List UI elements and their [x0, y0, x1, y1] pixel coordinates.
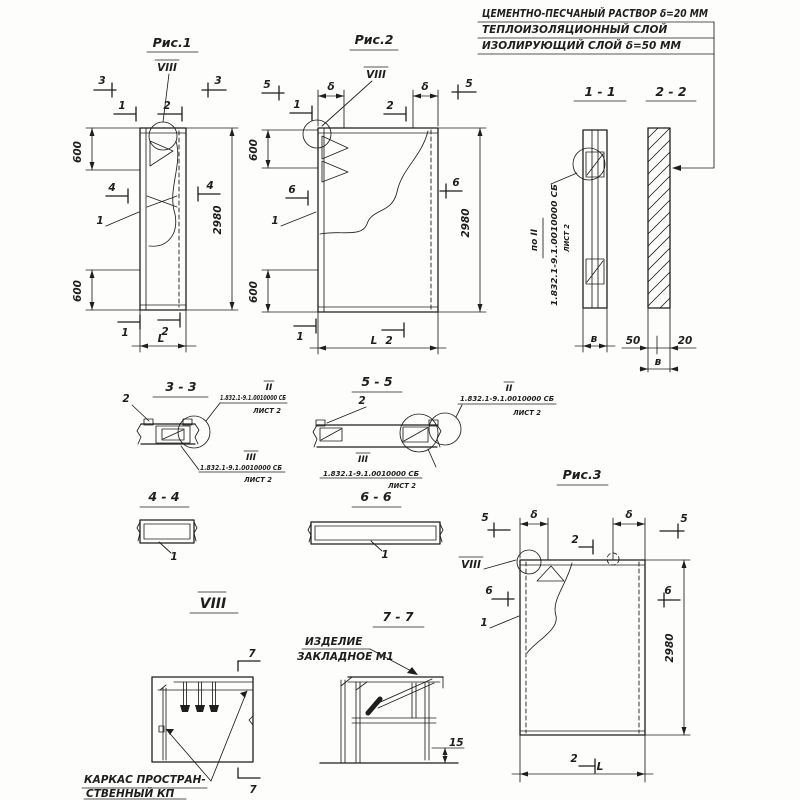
fig3-panel [520, 560, 645, 735]
fig2-mark-5-left: 5 [263, 79, 271, 91]
sec11-ref-note: по II [530, 228, 540, 252]
fig2-dim-height: 2980 [460, 208, 472, 238]
fig3-mark-2-top: 2 [571, 534, 579, 546]
sec33-pos-2: 2 [122, 393, 130, 405]
fig2-mark-5-right: 5 [465, 78, 473, 90]
sec44-pos-1: 1 [170, 551, 178, 563]
fig1-mark-3-left: 3 [98, 75, 106, 87]
fig2-mark-6-left: 6 [288, 184, 296, 196]
sec22-dim-width: в [654, 356, 662, 368]
sec11-title: 1 - 1 [584, 84, 616, 99]
fig3-dim-delta-left: δ [530, 509, 538, 521]
sec33-detail-circle [178, 416, 210, 448]
sec77-caption-line1: ИЗДЕЛИЕ [305, 636, 363, 648]
sec66-bar [311, 522, 440, 544]
sec66-pos-1: 1 [381, 549, 389, 561]
section-3-3 [122, 379, 287, 484]
det8-caption-line1: КАРКАС ПРОСТРАН- [84, 774, 206, 786]
fig2-dim-600-top: 600 [248, 139, 260, 161]
sec22-title: 2 - 2 [655, 84, 687, 99]
figure-1 [72, 35, 238, 352]
fig3-mark-6-left: 6 [485, 585, 493, 597]
fig2-dim-delta-right: δ [421, 81, 429, 93]
notes-leader-arrow [672, 165, 681, 171]
fig3-pos-1: 1 [480, 617, 488, 629]
fig2-mark-2-top: 2 [386, 100, 394, 112]
sec44-bar [140, 520, 194, 543]
sec11-dim-width: в [590, 333, 598, 345]
sec55-top-ref: II [505, 384, 513, 394]
det8-stud-head-1 [180, 705, 190, 712]
fig1-anchor-symbol [150, 141, 173, 166]
fig1-mark-3-right: 3 [214, 75, 222, 87]
fig1-mark-2-bot: 2 [161, 326, 169, 338]
note-insulation: ТЕПЛОИЗОЛЯЦИОННЫЙ СЛОЙ [482, 24, 668, 36]
fig3-detail-ref: VIII [461, 559, 481, 571]
fig3-dim-width: L [596, 761, 604, 773]
section-2-2 [622, 84, 696, 372]
fig2-break-line [320, 131, 428, 234]
sec66-title: 6 - 6 [360, 489, 392, 504]
fig2-title: Рис.2 [354, 32, 394, 47]
fig2-dim-600-bot: 600 [248, 281, 260, 303]
fig2-mark-1-bot: 1 [296, 331, 304, 343]
detail-viii [82, 592, 260, 800]
fig2-panel [318, 128, 438, 312]
fig3-anchor-symbol [537, 566, 564, 581]
sec55-bot-sheet: ЛИСТ 2 [387, 482, 417, 490]
sec77-anchor-bolt-head [368, 699, 380, 713]
det8-mark-7-top: 7 [248, 648, 256, 660]
fig1-title: Рис.1 [152, 35, 192, 50]
sec77-anchor-bolt [376, 679, 432, 704]
fig2-dim-width: L [370, 335, 378, 347]
sec77-dim-15: 15 [449, 737, 464, 749]
det8-stud-head-3 [209, 705, 219, 712]
fig2-anchor-symbol-1 [322, 136, 348, 159]
sec55-pos-2: 2 [358, 395, 366, 407]
fig1-dim-600-bot: 600 [72, 280, 84, 302]
sec55-bot-ref: III [357, 455, 369, 465]
fig3-mark-5-left: 5 [481, 512, 489, 524]
fig3-dim-delta-right: δ [625, 509, 633, 521]
sec33-bot-sheet: ЛИСТ 2 [243, 476, 273, 484]
sec55-detail-circle-2 [429, 413, 461, 445]
figure-3 [459, 467, 690, 782]
fig2-detail-ref: VIII [366, 69, 386, 81]
fig1-mark-4-right: 4 [206, 180, 214, 192]
sec11-detail-circle [573, 148, 605, 180]
sec33-top-ref: II [265, 383, 273, 393]
fig2-mark-6-right: 6 [452, 177, 460, 189]
sec11-ref-sheet: ЛИСТ 2 [563, 223, 571, 253]
fig1-dim-height: 2980 [212, 205, 224, 235]
section-1-1 [530, 84, 626, 352]
det8-caption-line2: СТВЕННЫЙ КП [86, 788, 175, 800]
figure-2 [248, 32, 486, 354]
sec55-top-sheet: ЛИСТ 2 [512, 409, 542, 417]
fig3-mark-6-right: 6 [664, 585, 672, 597]
fig2-anchor-symbol-2 [322, 161, 348, 182]
sec22-dim-50: 50 [625, 335, 641, 347]
sec11-ref-doc: 1.832.1-9.1.0010000 СБ [550, 197, 559, 306]
note-isolating: ИЗОЛИРУЮЩИЙ СЛОЙ δ=50 ММ [482, 40, 681, 52]
fig3-title: Рис.3 [562, 467, 602, 482]
fig1-dim-width: L [157, 333, 165, 345]
fig3-dim-height: 2980 [664, 633, 676, 663]
fig2-mark-2-bot: 2 [385, 335, 393, 347]
fig3-break-line [527, 563, 572, 653]
sec44-title: 4 - 4 [148, 489, 180, 504]
sec77-title: 7 - 7 [382, 609, 414, 624]
fig1-pos-1: 1 [96, 215, 104, 227]
note-mortar: ЦЕМЕНТНО-ПЕСЧАНЫЙ РАСТВОР δ=20 ММ [482, 8, 742, 20]
fig1-mark-2-top: 2 [163, 100, 171, 112]
fig2-dim-delta-left: δ [327, 81, 335, 93]
fig1-mark-1-bot: 1 [121, 327, 129, 339]
section-4-4 [137, 489, 197, 563]
fig1-mark-4-left: 4 [108, 182, 116, 194]
fig1-detail-ref: VIII [157, 62, 177, 74]
fig2-detail-circle [303, 120, 331, 148]
section-7-7 [297, 609, 464, 763]
sec55-title: 5 - 5 [361, 374, 393, 389]
sec33-bot-ref: III [245, 453, 257, 463]
sec33-title: 3 - 3 [165, 379, 197, 394]
det8-title: VIII [199, 596, 227, 612]
sec22-dim-20: 20 [677, 335, 693, 347]
fig1-dim-600-top: 600 [72, 141, 84, 163]
sec55-top-doc: 1.832.1-9.1.0010000 СБ [460, 395, 554, 403]
sec22-hatch [648, 128, 670, 308]
sec33-bot-doc: 1.832.1-9.1.0010000 СБ [200, 464, 282, 472]
fig1-mark-1-top: 1 [118, 100, 126, 112]
sec55-bot-doc: 1.832.1-9.1.0010000 СБ [323, 470, 419, 478]
fig2-pos-1: 1 [271, 215, 279, 227]
det8-mark-7-bot: 7 [249, 784, 257, 796]
fig3-mark-2-bot: 2 [570, 753, 578, 765]
fig2-mark-1-top: 1 [293, 99, 301, 111]
section-6-6 [308, 489, 443, 561]
sec33-top-sheet: ЛИСТ 2 [252, 407, 282, 415]
sec77-caption-line2: ЗАКЛАДНОЕ М1 [297, 651, 394, 663]
fig3-mark-5-right: 5 [680, 513, 688, 525]
det8-stud-head-2 [195, 705, 205, 712]
sec33-top-doc: 1.832.1-9.1.0010000 СБ [220, 394, 286, 402]
section-5-5 [313, 374, 556, 490]
fig1-detail-circle [149, 122, 177, 150]
